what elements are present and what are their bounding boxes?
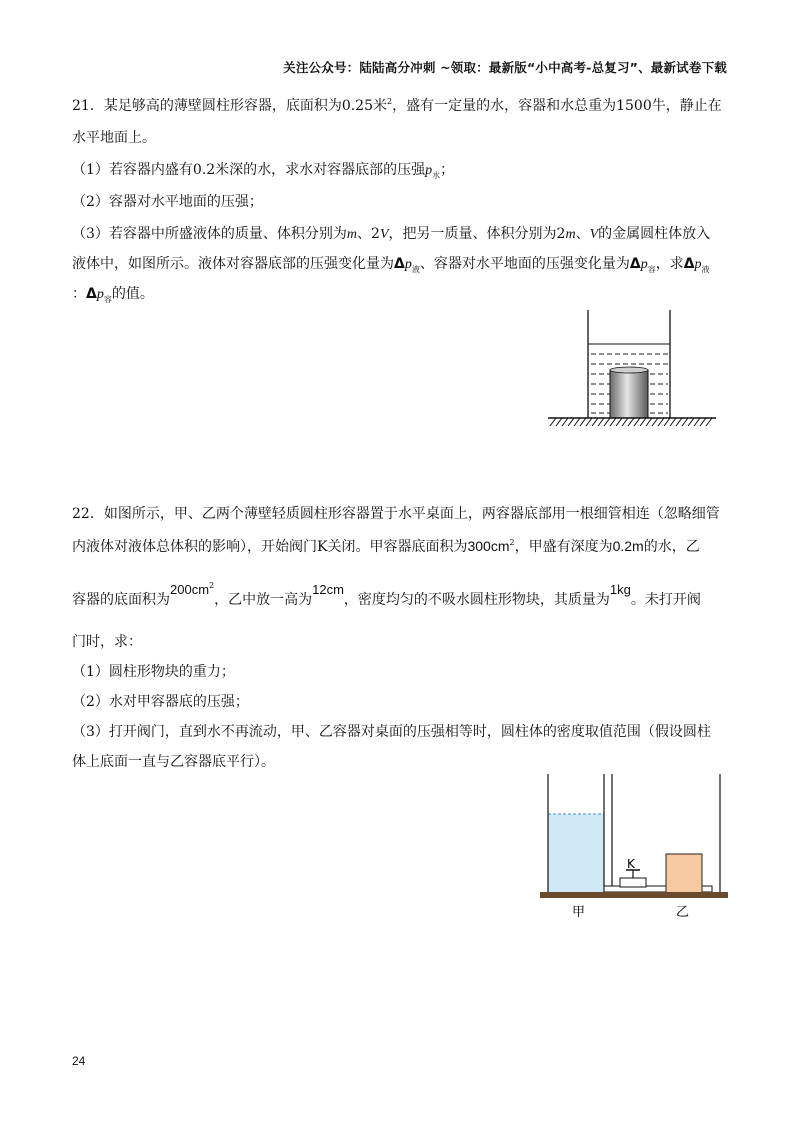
q22-part-3-cont: 体上底面一直与乙容器底平行）。 xyxy=(72,754,275,770)
q22-figure xyxy=(536,774,732,926)
q22-line-3: 容器的底面积为$200cm^2$，乙中放一高为12cm，密度均匀的不吸水圆柱形物块，其质量为1kg。未打开阀 xyxy=(72,581,701,608)
page-header: 关注公众号：陆陆高分冲刺 ~领取：最新版“小中高考-总复习”、最新试卷下载 xyxy=(283,60,727,75)
q21-figure xyxy=(544,310,720,434)
q22-part-2: （2）水对甲容器底的压强； xyxy=(72,694,249,710)
q21-part-3: （3）若容器中所盛液体的质量、体积分别为m、2V，把另一质量、体积分别为2m、V的金属圆柱体放入 xyxy=(72,226,711,242)
q21-part-1: （1）若容器内盛有0.2米深的水，求水对容器底部的压强$p_水$； xyxy=(72,162,455,180)
container-label-yi: 乙 xyxy=(676,905,690,920)
q21-part-3-cont: 液体中，如图所示。液体对容器底部的压强变化量为$\Delta p_液$、容器对水平地面的压强变化量为$\Delta p_容$，求$\Delta p_液$ xyxy=(72,256,710,274)
page-number: 24 xyxy=(72,1054,86,1068)
q21-line-2: 水平地面上。 xyxy=(72,130,156,146)
q22-line-4: 门时，求： xyxy=(72,634,142,650)
q22-part-3: （3）打开阀门，直到水不再流动，甲、乙容器对桌面的压强相等时，圆柱体的密度取值范围（假设圆柱 xyxy=(72,724,711,740)
q22-line-2: 内液体对液体总体积的影响），开始阀门K关闭。甲容器底面积为$300cm^2$，甲盛有深度为0.2m的水，乙 xyxy=(72,538,700,555)
q21-line-1: 21．某足够高的薄壁圆柱形容器，底面积为0.25米$^2$，盛有一定量的水，容器和水总重为1500牛，静止在 xyxy=(72,97,722,114)
q22-line-1: 22．如图所示，甲、乙两个薄壁轻质圆柱形容器置于水平桌面上，两容器底部用一根细管相连（忽略细管 xyxy=(72,506,720,522)
container-label-jia: 甲 xyxy=(572,905,586,920)
valve-label: K xyxy=(627,857,635,871)
q22-part-1: （1）圆柱形物块的重力； xyxy=(72,664,235,680)
q21-part-2: （2）容器对水平地面的压强； xyxy=(72,194,263,210)
q21-part-3-end: ：$\Delta p_容$的值。 xyxy=(72,286,154,304)
